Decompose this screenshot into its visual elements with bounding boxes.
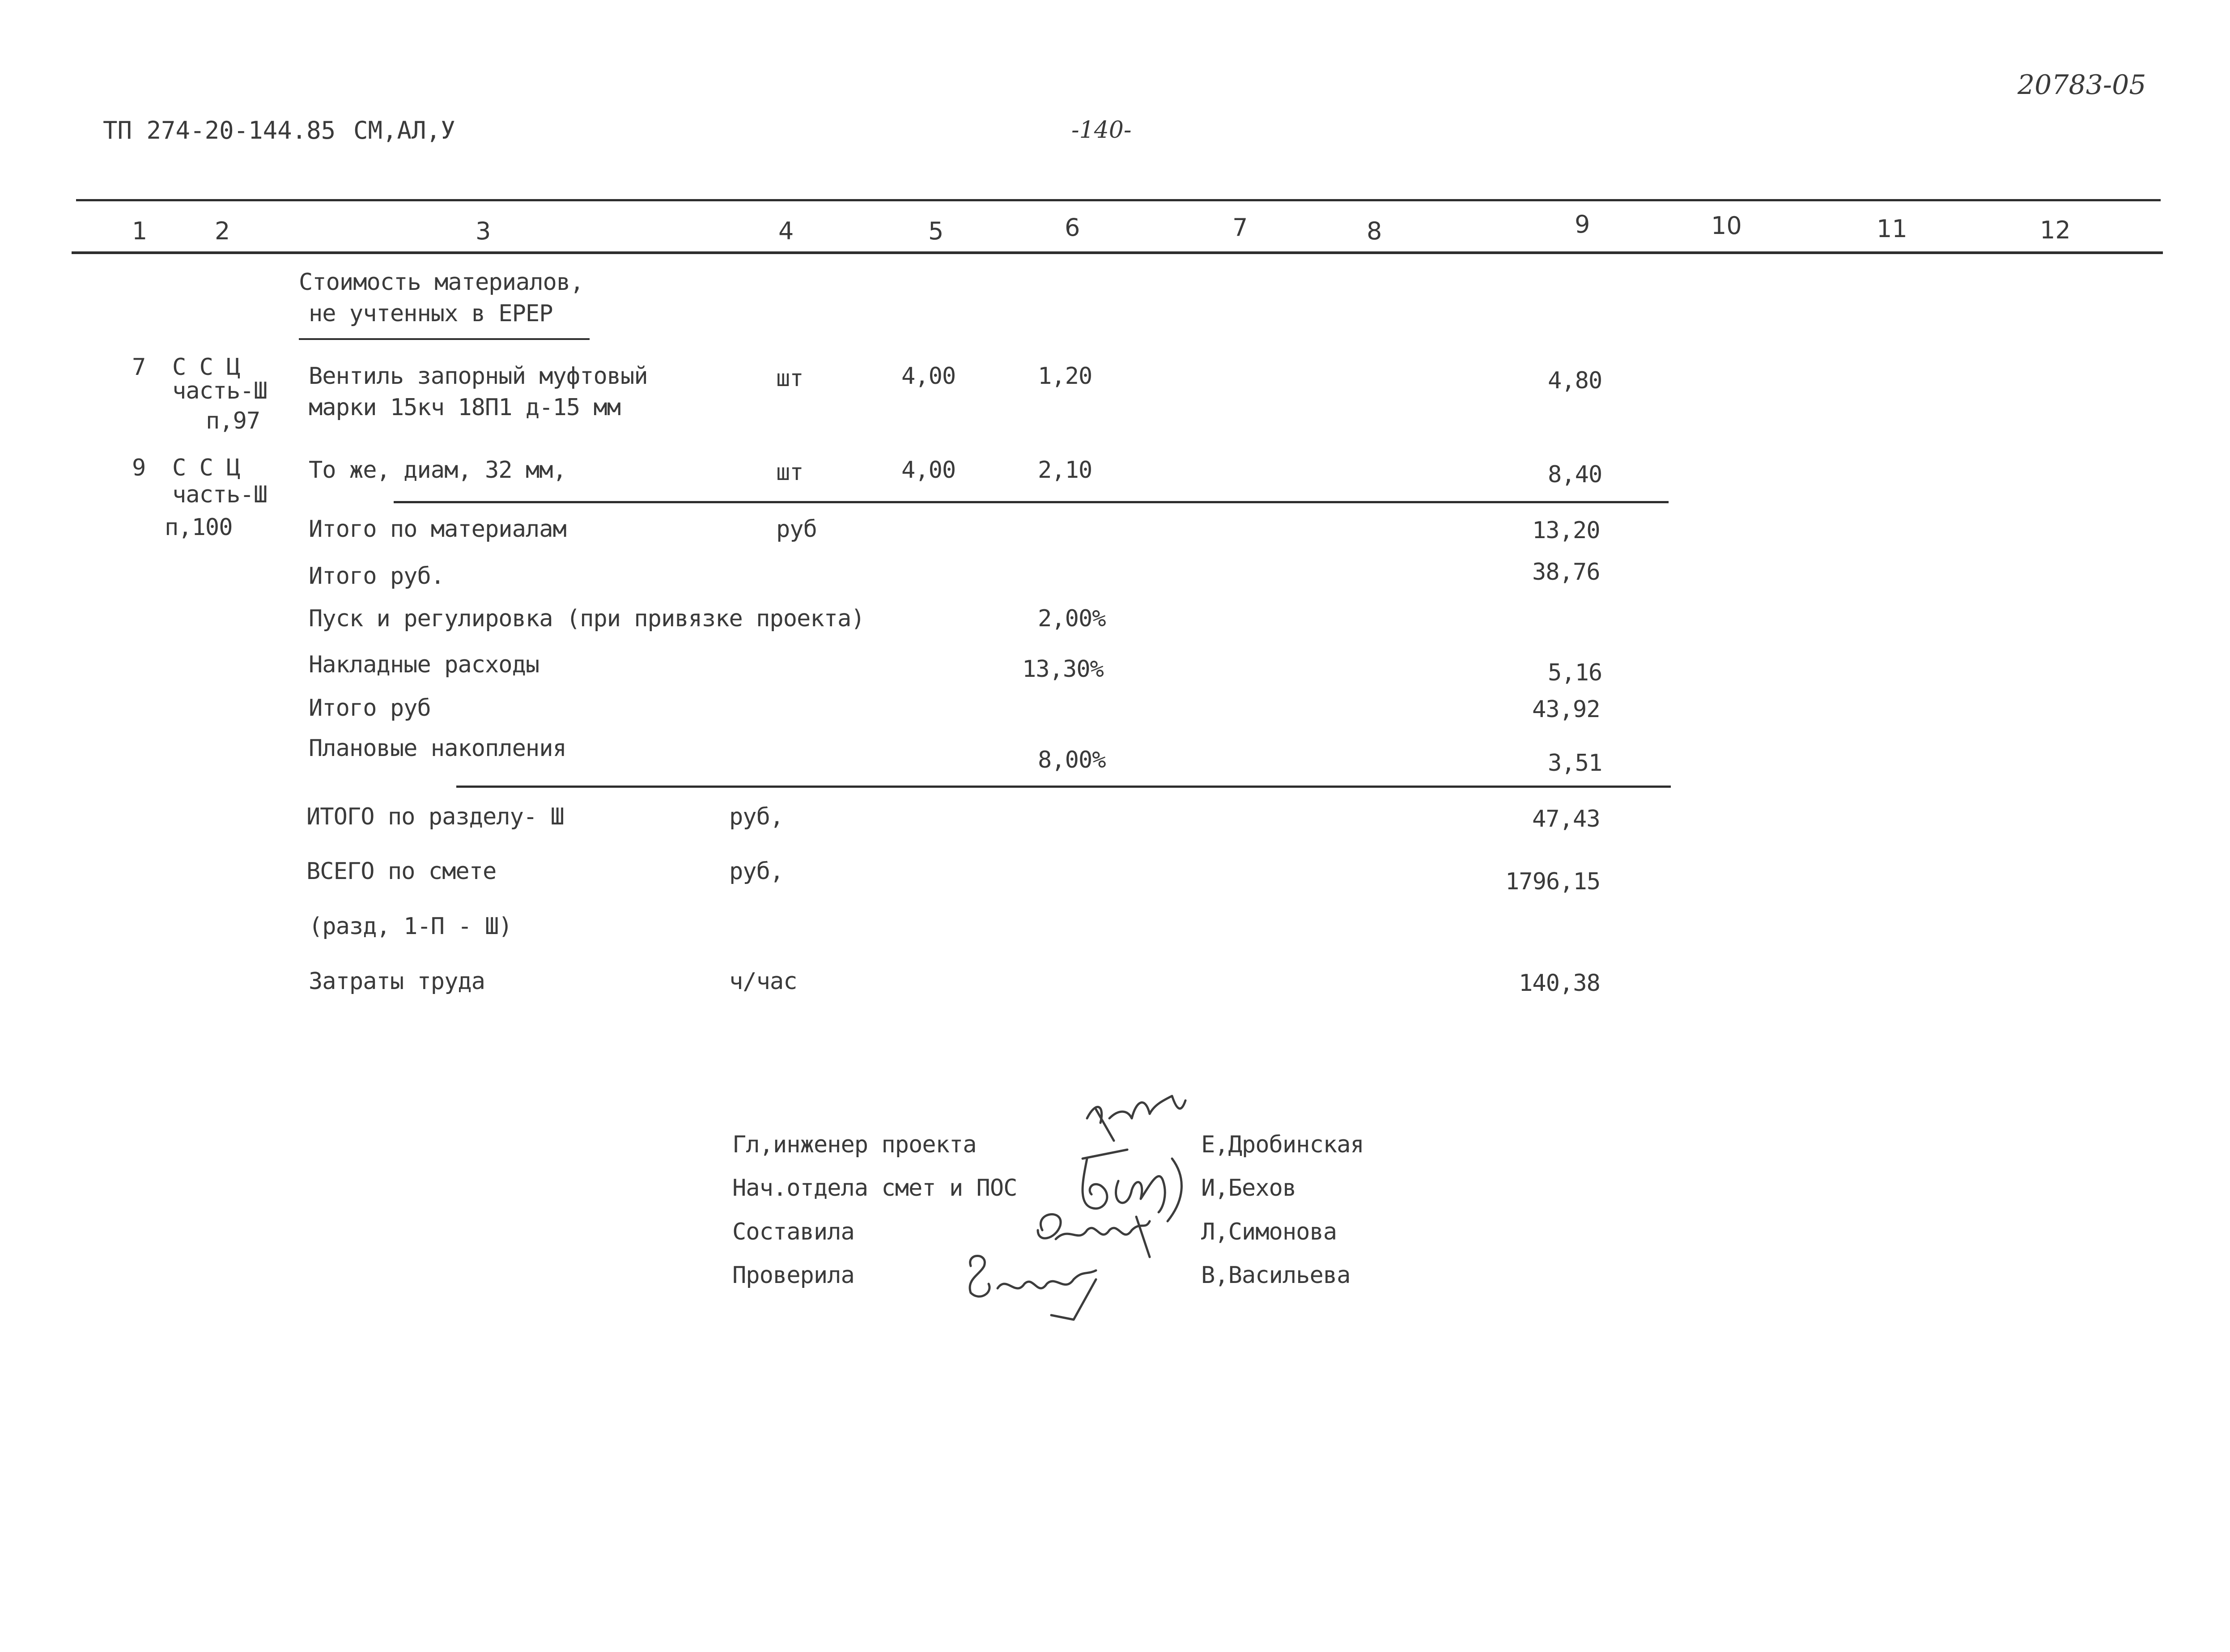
summary-value: 3,51 (1548, 750, 1602, 777)
signature-name: В,Васильева (1201, 1262, 1351, 1289)
section-total-rule (456, 786, 1671, 788)
signature-role: Проверила (732, 1262, 854, 1289)
column-header: 3 (476, 217, 491, 245)
item-description-line2: марки 15кч 18П1 д-15 мм (309, 394, 621, 421)
item-total: 4,80 (1548, 367, 1602, 394)
item-total: 8,40 (1548, 461, 1602, 488)
item-description-line1: То же, диам, 32 мм, (309, 457, 566, 484)
estimate-total-label: ВСЕГО по смете (306, 858, 497, 885)
signature-name: Л,Симонова (1201, 1219, 1337, 1245)
section-title-line1: Стоимость материалов, (299, 269, 584, 296)
item-reference-line1: С С Ц (172, 454, 240, 481)
signature-role: Нач.отдела смет и ПОС (732, 1175, 1017, 1202)
section-title-underline (299, 338, 590, 340)
item-unit-price: 1,20 (1038, 363, 1092, 390)
summary-label: Плановые накопления (309, 735, 566, 762)
summary-percent: 2,00% (1038, 605, 1106, 632)
estimate-sections-note: (разд, 1-П - Ш) (309, 913, 512, 940)
signature-role: Составила (732, 1219, 854, 1245)
labor-cost-label: Затраты труда (309, 968, 485, 995)
signature-name: И,Бехов (1201, 1175, 1296, 1202)
handwritten-signature-reviewer (962, 1248, 1105, 1329)
item-reference-line3: п,97 (206, 408, 260, 434)
item-unit-price: 2,10 (1038, 457, 1092, 484)
column-header: 4 (778, 217, 794, 245)
item-quantity: 4,00 (901, 457, 956, 484)
item-reference-line1: С С Ц (172, 354, 240, 381)
item-reference-line3: п,100 (165, 514, 233, 541)
summary-label: Итого по материалам (309, 516, 566, 543)
summary-value: 38,76 (1532, 559, 1600, 586)
column-header: 9 (1575, 210, 1590, 238)
item-unit: шт (776, 459, 803, 486)
section-total-label: ИТОГО по разделу- Ш (306, 803, 564, 830)
estimate-total-unit: руб, (729, 858, 784, 885)
signature-name: Е,Дробинская (1201, 1131, 1364, 1158)
column-header: 11 (1877, 215, 1907, 243)
summary-label: Накладные расходы (309, 651, 539, 678)
section-title-line2: не учтенных в ЕРЕР (309, 300, 553, 327)
column-header: 1 (132, 217, 148, 245)
document-code: ТП 274-20-144.85 (103, 116, 336, 144)
labor-cost-value: 140,38 (1519, 970, 1600, 997)
estimate-total-value: 1796,15 (1505, 868, 1601, 895)
subtotal-rule (394, 501, 1669, 503)
column-header: 7 (1232, 213, 1248, 242)
item-reference-line2: часть-Ш (172, 481, 268, 508)
summary-label: Итого руб. (309, 563, 445, 590)
column-header: 12 (2040, 216, 2071, 244)
item-number: 7 (132, 354, 146, 381)
column-header: 5 (928, 217, 944, 245)
column-header: 10 (1711, 212, 1742, 240)
summary-label: Пуск и регулировка (при привязке проекта) (309, 605, 865, 632)
summary-percent: 13,30% (1022, 656, 1104, 683)
table-header-rule (72, 251, 2163, 254)
summary-unit: руб (776, 516, 817, 543)
item-quantity: 4,00 (901, 363, 956, 390)
column-header: 8 (1367, 217, 1382, 245)
labor-cost-unit: ч/час (729, 968, 797, 995)
archive-number: 20783-05 (2018, 69, 2146, 101)
summary-label: Итого руб (309, 695, 431, 722)
item-unit: шт (776, 365, 803, 392)
item-reference-line2: часть-Ш (172, 378, 268, 404)
summary-value: 13,20 (1532, 517, 1600, 544)
table-top-rule (76, 199, 2161, 201)
summary-percent: 8,00% (1038, 747, 1106, 773)
summary-value: 43,92 (1532, 696, 1600, 723)
section-total-value: 47,43 (1532, 806, 1600, 832)
summary-value: 5,16 (1548, 659, 1602, 686)
document-sections: СМ,АЛ,У (353, 116, 455, 144)
page-number: -140- (1071, 117, 1132, 144)
signature-role: Гл,инженер проекта (732, 1131, 977, 1158)
item-number: 9 (132, 454, 146, 481)
section-total-unit: руб, (729, 803, 784, 830)
item-description-line1: Вентиль запорный муфтовый (309, 363, 648, 390)
column-header: 2 (215, 217, 230, 245)
column-header: 6 (1065, 213, 1080, 242)
